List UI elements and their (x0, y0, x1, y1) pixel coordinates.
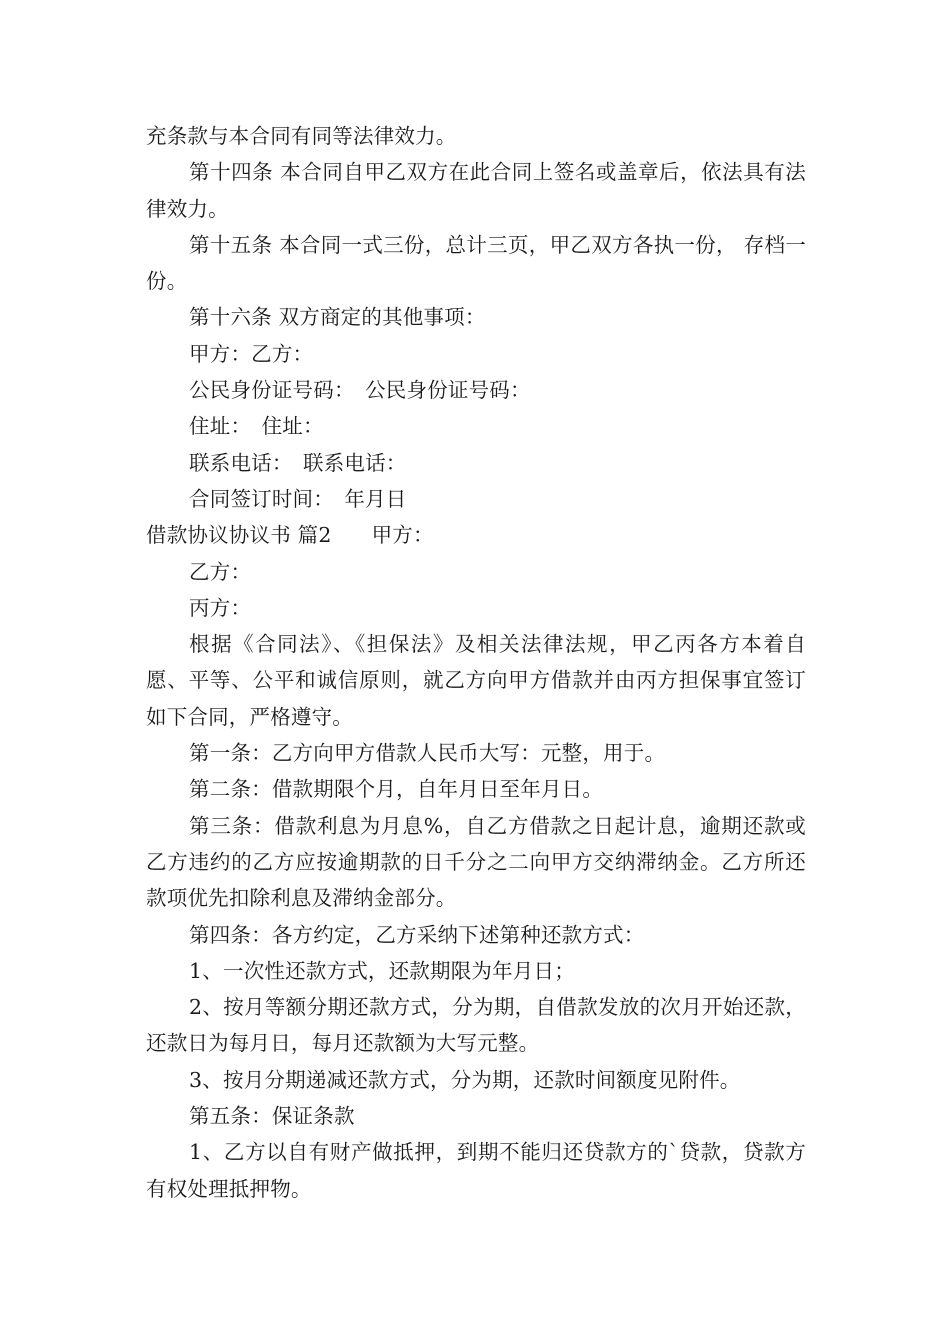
paragraph: 3、按月分期递减还款方式，分为期，还款时间额度见附件。 (189, 1067, 741, 1092)
paragraph: 第十五条 本合同一式三份，总计三页，甲乙双方各执一份， 存档一份。 (146, 232, 806, 294)
paragraph: 第十六条 双方商定的其他事项： (189, 305, 486, 330)
section-title: 借款协议协议书 篇2 (146, 523, 332, 548)
paragraph: 联系电话： 联系电话： (189, 450, 407, 475)
paragraph: 乙方： (189, 559, 252, 584)
paragraph: 第五条：保证条款 (189, 1104, 355, 1129)
paragraph: 合同签订时间： 年月日 (189, 486, 407, 511)
paragraph: 第三条：借款利息为月息%，自乙方借款之日起计息，逾期还款或乙方违约的乙方应按逾期款的日千分之二向甲方交纳滞纳金。乙方所还款项优先扣除利息及滞纳金部分。 (146, 813, 806, 911)
paragraph: 根据《合同法》、《担保法》及相关法律法规，甲乙丙各方本着自愿、平等、公平和诚信原则，就乙方向甲方借款并由丙方担保事宜签订如下合同，严格遵守。 (146, 632, 806, 729)
paragraph: 第二条：借款期限个月，自年月日至年月日。 (189, 777, 604, 802)
contract-part-1 (146, 118, 806, 517)
paragraph: 甲方：乙方： (189, 341, 314, 366)
paragraph: 第十四条 本合同自甲乙双方在此合同上签名或盖章后，依法具有法律效力。 (146, 160, 806, 221)
paragraph: 丙方： (189, 595, 252, 620)
paragraph: 充条款与本合同有同等法律效力。 (146, 124, 457, 148)
paragraph: 公民身份证号码： 公民身份证号码： (189, 378, 531, 403)
party-a-label: 甲方： (371, 523, 434, 548)
contract-part-2 (146, 554, 806, 1207)
paragraph: 第一条：乙方向甲方借款人民币大写：元整，用于。 (189, 741, 666, 766)
paragraph: 第四条：各方约定，乙方采纳下述第种还款方式： (189, 922, 645, 947)
document-body (146, 118, 806, 1207)
paragraph: 2、按月等额分期还款方式，分为期，自借款发放的次月开始还款，还款日为每月日，每月还款额为大写元整。 (146, 995, 806, 1056)
paragraph: 1、乙方以自有财产做抵押，到期不能归还贷款方的`贷款，贷款方有权处理抵押物。 (146, 1140, 806, 1201)
section-heading (146, 517, 806, 553)
paragraph: 住址： 住址： (189, 414, 324, 439)
paragraph: 1、一次性还款方式，还款期限为年月日； (189, 958, 575, 983)
